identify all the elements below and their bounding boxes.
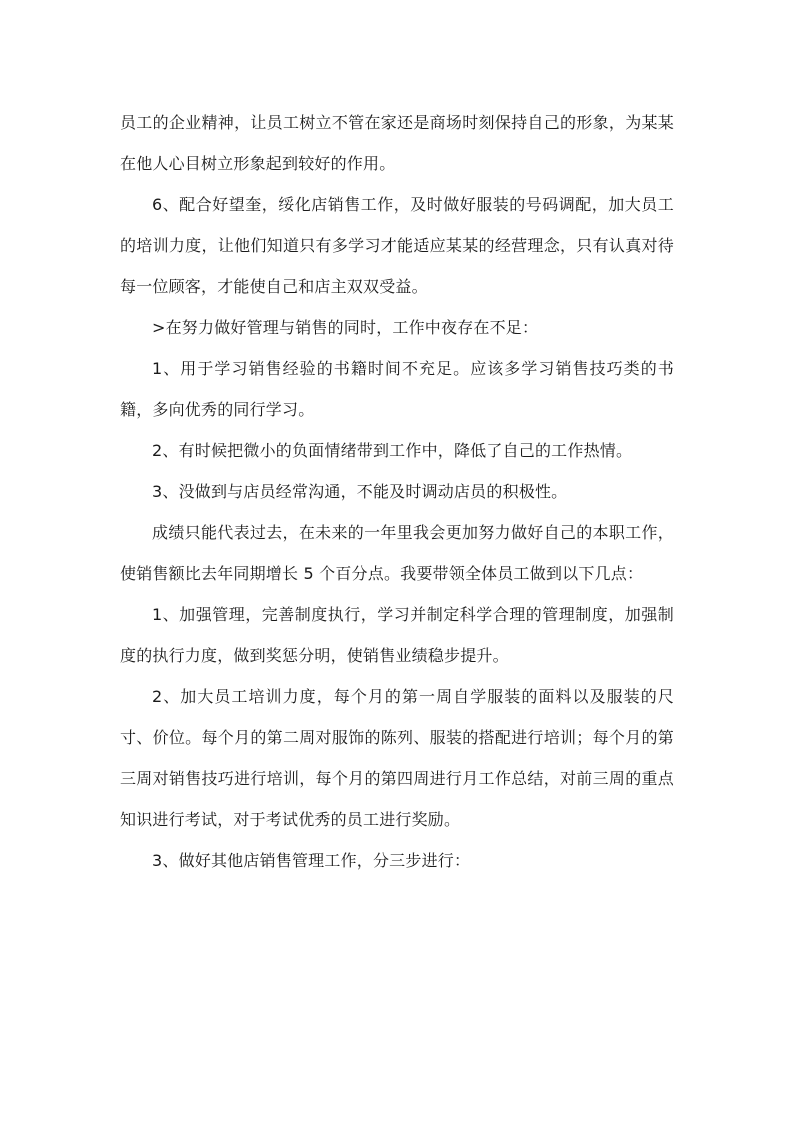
paragraph-6: 3、没做到与店员经常沟通，不能及时调动店员的积极性。 [152,482,568,501]
paragraph-2: 6、配合好望奎，绥化店销售工作，及时做好服装的号码调配，加大员工的培训力度，让他们知道只有多学习才能适应某某的经营理念，只有认真对待每一位顾客，才能使自己和店主双双受益。 [120,195,674,296]
paragraph-1: 员工的企业精神，让员工树立不管在家还是商场时刻保持自己的形象，为某某在他人心目树立形象起到较好的作用。 [120,113,674,173]
paragraph-9: 2、加大员工培训力度，每个月的第一周自学服装的面料以及服装的尺寸、价位。每个月的第二周对服饰的陈列、服装的搭配进行培训；每个月的第三周对销售技巧进行培训，每个月的第四周进行月工作总结，对前三周的重点知识进行考试，对于考试优秀的员工进行奖励。 [120,687,674,829]
paragraph-7: 成绩只能代表过去，在未来的一年里我会更加努力做好自己的本职工作，使销售额比去年同期增长 5 个百分点。我要带领全体员工做到以下几点： [120,523,674,583]
paragraph-8: 1、加强管理，完善制度执行，学习并制定科学合理的管理制度，加强制度的执行力度，做到奖惩分明，使销售业绩稳步提升。 [120,605,674,665]
paragraph-3: >在努力做好管理与销售的同时，工作中夜存在不足： [152,318,539,337]
paragraph-10: 3、做好其他店销售管理工作，分三步进行： [152,851,471,870]
paragraph-4: 1、用于学习销售经验的书籍时间不充足。应该多学习销售技巧类的书籍，多向优秀的同行学习。 [120,359,674,419]
paragraph-5: 2、有时候把微小的负面情绪带到工作中，降低了自己的工作热情。 [152,441,633,460]
